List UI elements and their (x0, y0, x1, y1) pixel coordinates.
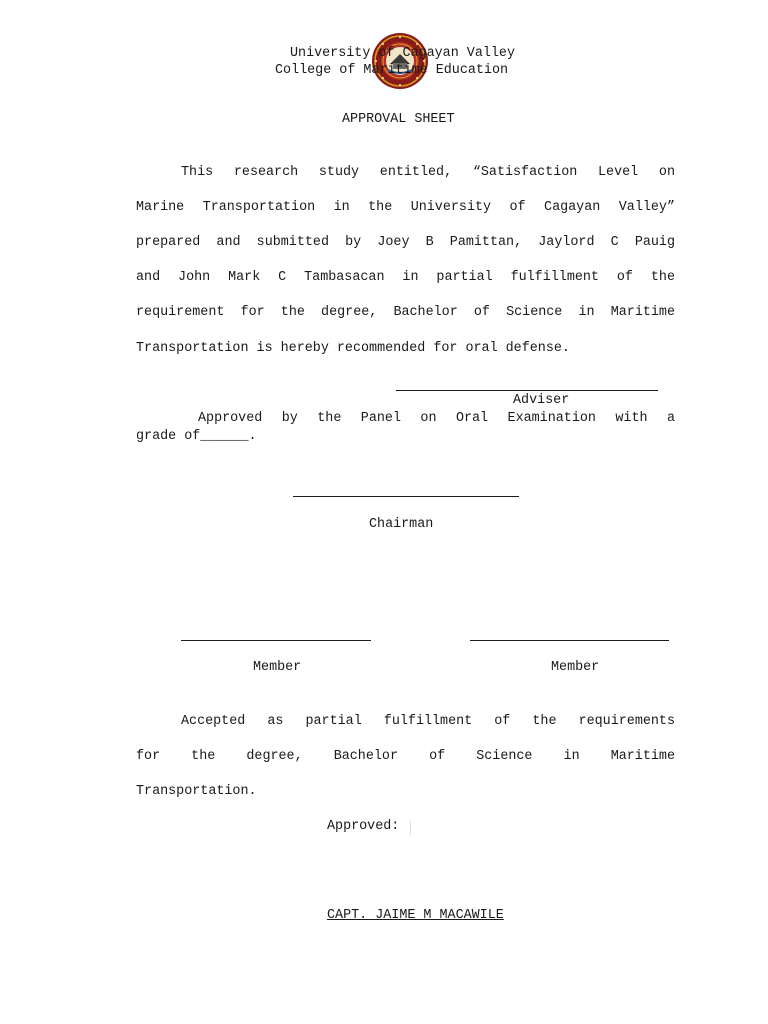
page-title: APPROVAL SHEET (342, 112, 455, 127)
adviser-signature-line (396, 390, 658, 391)
recommendation-line-4: and John Mark C Tambasacan in partial fulfillment of the (136, 270, 675, 285)
college-name: College of Maritime Education (275, 63, 509, 78)
recommendation-line-3: prepared and submitted by Joey B Pamittan, Jaylord C Pauig (136, 235, 675, 250)
recommendation-line-5: requirement for the degree, Bachelor of Science in Maritime (136, 305, 675, 320)
university-name: University of Cagayan Valley (290, 46, 515, 61)
university-seal-icon (371, 32, 429, 90)
acceptance-line-1: Accepted as partial fulfillment of the requirements (181, 714, 675, 729)
recommendation-line-6: Transportation is hereby recommended for oral defense. (136, 341, 570, 356)
approver-name: CAPT. JAIME M MACAWILE (327, 908, 504, 923)
adviser-label: Adviser (513, 393, 570, 408)
chairman-label: Chairman (369, 517, 434, 532)
member-1-label: Member (253, 660, 302, 675)
member-2-signature-line (470, 640, 669, 641)
acceptance-line-3: Transportation. (136, 784, 257, 799)
acceptance-line-2: for the degree, Bachelor of Science in Maritime (136, 749, 675, 764)
cursor-caret (410, 821, 411, 835)
panel-approval-line-2: grade of______. (136, 429, 257, 444)
chairman-signature-line (293, 496, 519, 497)
panel-approval-line-1: Approved by the Panel on Oral Examination with a (198, 411, 675, 426)
member-2-label: Member (551, 660, 600, 675)
member-1-signature-line (181, 640, 371, 641)
recommendation-line-1: This research study entitled, “Satisfaction Level on (181, 165, 675, 180)
approved-label: Approved: (327, 819, 400, 834)
recommendation-line-2: Marine Transportation in the University of Cagayan Valley” (136, 200, 675, 215)
